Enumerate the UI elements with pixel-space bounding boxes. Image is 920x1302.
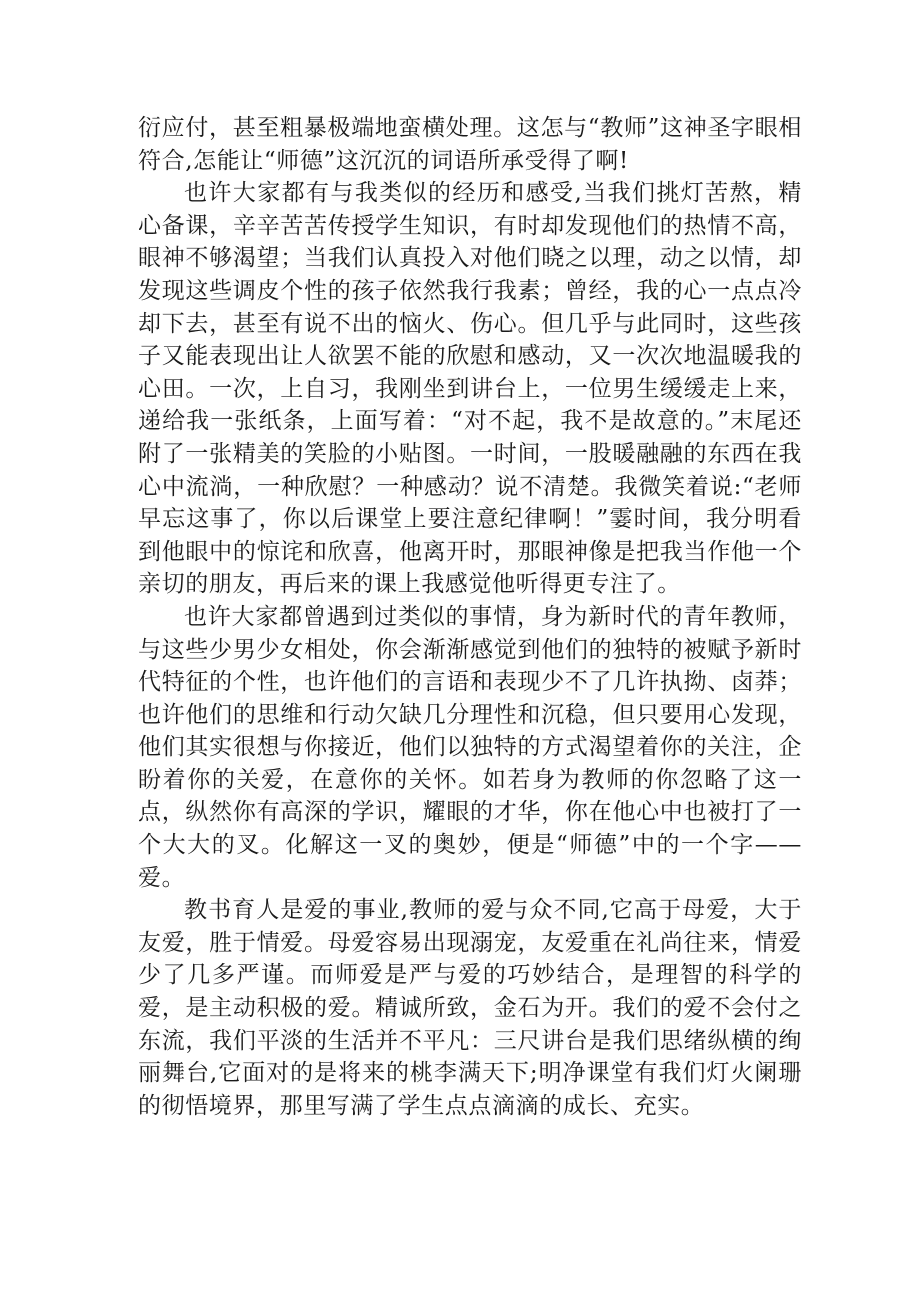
paragraph-2: 也许大家都有与我类似的经历和感受,当我们挑灯苦熬，精心备课，辛辛苦苦传授学生知识，有时却发现他们的热情不高，眼神不够渴望；当我们认真投入对他们晓之以理，动之以情，却发现这些调皮个性的孩子依然我行我素；曾经，我的心一点点冷却下去，甚至有说不出的恼火、伤心。但几乎与此同时，这些孩子又能表现出让人欲罢不能的欣慰和感动，又一次次地温暖我的心田。一次，上自习，我刚坐到讲台上，一位男生缓缓走上来，递给我一张纸条，上面写着：“对不起，我不是故意的。”末尾还附了一张精美的笑脸的小贴图。一时间，一股暖融融的东西在我心中流淌，一种欣慰？一种感动？说不清楚。我微笑着说:“老师早忘这事了，你以后课堂上要注意纪律啊！”霎时间，我分明看到他眼中的惊诧和欣喜，他离开时，那眼神像是把我当作他一个亲切的朋友，再后来的课上我感觉他听得更专注了。 — [138, 180, 802, 598]
document-body — [138, 112, 802, 1122]
paragraph-3: 也许大家都曾遇到过类似的事情，身为新时代的青年教师，与这些少男少女相处，你会渐渐感觉到他们的独特的被赋予新时代特征的个性，也许他们的言语和表现少不了几许执拗、卤莽；也许他们的思维和行动欠缺几分理性和沉稳，但只要用心发现，他们其实很想与你接近，他们以独特的方式渴望着你的关注，企盼着你的关爱，在意你的关怀。如若身为教师的你忽略了这一点，纵然你有高深的学识，耀眼的才华，你在他心中也被打了一个大大的叉。化解这一叉的奥妙，便是“师德”中的一个字——爱。 — [138, 603, 802, 891]
paragraph-4: 教书育人是爱的事业,教师的爱与众不同,它高于母爱，大于友爱，胜于情爱。母爱容易出现溺宠，友爱重在礼尚往来，情爱少了几多严谨。而师爱是严与爱的巧妙结合，是理智的科学的爱，是主动积极的爱。精诚所致，金石为开。我们的爱不会付之东流，我们平淡的生活并不平凡：三尺讲台是我们思绪纵横的绚丽舞台,它面对的是将来的桃李满天下;明净课堂有我们灯火阑珊的彻悟境界，那里写满了学生点点滴滴的成长、充实。 — [138, 897, 802, 1119]
paragraph-1: 衍应付，甚至粗暴极端地蛮横处理。这怎与“教师”这神圣字眼相符合,怎能让“师德”这沉沉的词语所承受得了啊! — [138, 115, 802, 174]
